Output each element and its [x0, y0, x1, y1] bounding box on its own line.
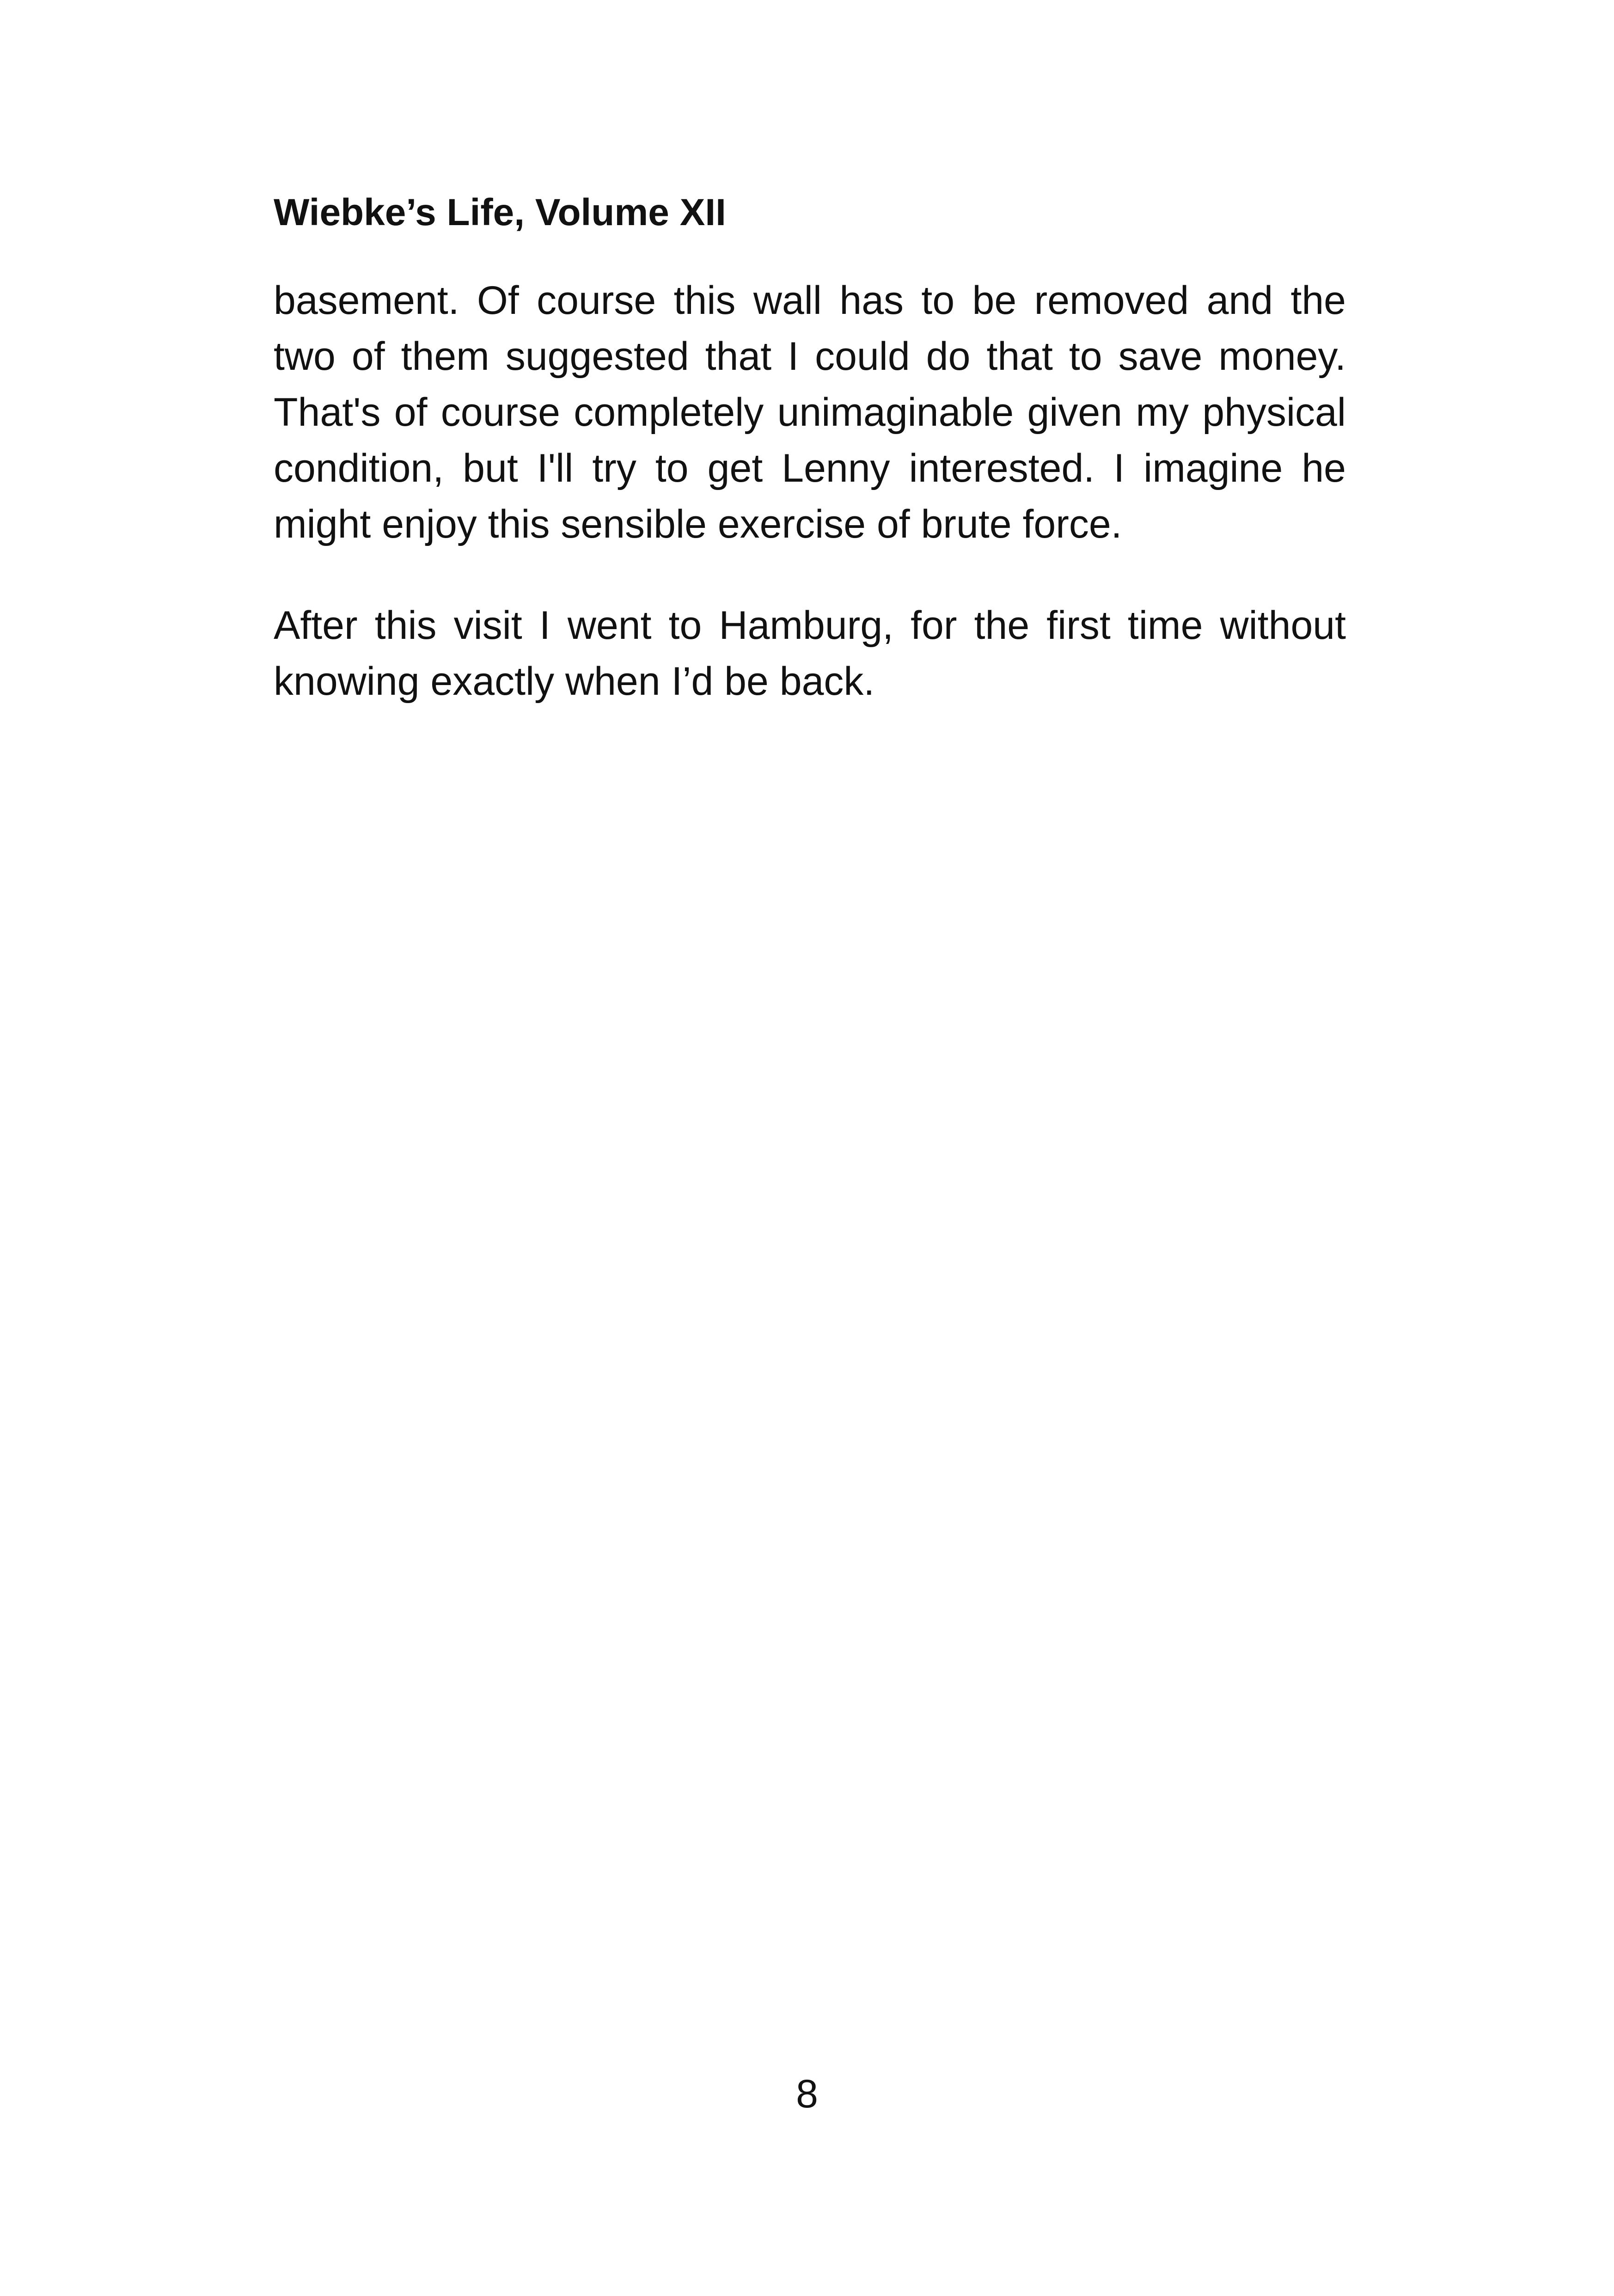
running-header: Wiebke’s Life, Volume XII — [274, 191, 726, 233]
body-paragraph: basement. Of course this wall has to be removed and the two of them suggested that I could do that to save money. That's of course completely unimaginable given my physical condition, but I'll try to get Lenny interested. I imagine he might enjoy this sensible exercise of brute force. — [274, 278, 1346, 546]
body-paragraph: After this visit I went to Hamburg, for the first time without knowing exactly when I’d be back. — [274, 603, 1346, 704]
page-number: 8 — [796, 2072, 818, 2116]
